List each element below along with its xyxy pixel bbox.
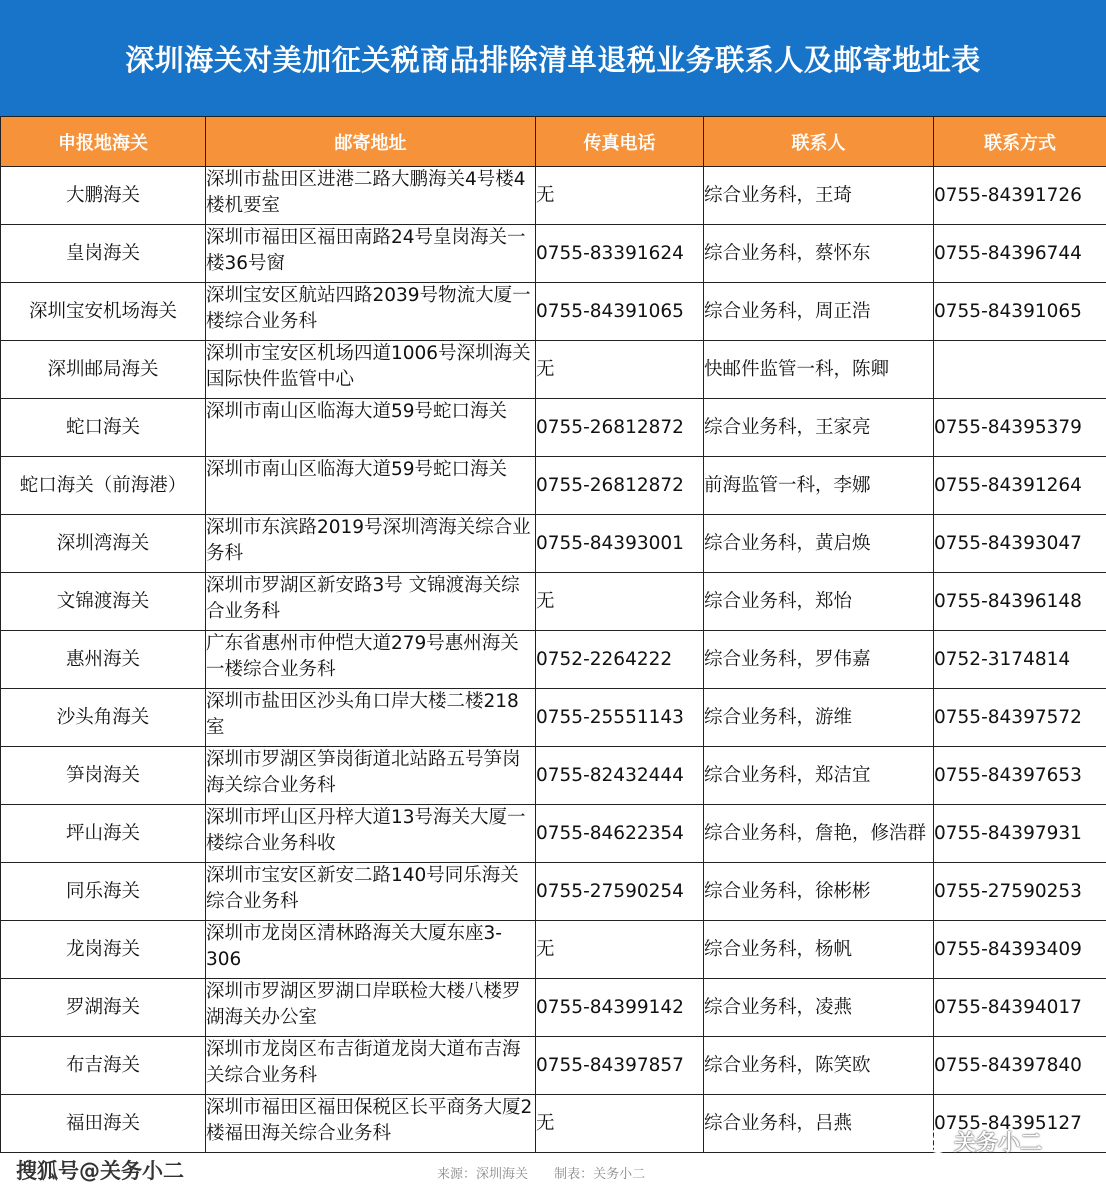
tel-cell: 0755-84391065 [934, 283, 1106, 341]
address-cell: 深圳市盐田区沙头角口岸大楼二楼218室 [206, 689, 536, 747]
office-cell: 皇岗海关 [1, 225, 206, 283]
tel-cell: 0755-84395127 [934, 1095, 1106, 1153]
header-fax: 传真电话 [536, 117, 704, 167]
tel-cell: 0755-84393409 [934, 921, 1106, 979]
table-row [1, 921, 1106, 979]
address-cell: 深圳市宝安区机场四道1006号深圳海关国际快件监管中心 [206, 341, 536, 399]
header-row [1, 117, 1106, 167]
tel-cell: 0755-84391726 [934, 167, 1106, 225]
watermark-left: 搜狐号@关务小二 [16, 1159, 184, 1183]
address-cell: 深圳市龙岗区清林路海关大厦东座3-306 [206, 921, 536, 979]
watermark-right-text: 关务小二 [954, 1131, 1043, 1156]
table-row [1, 399, 1106, 457]
office-cell: 深圳邮局海关 [1, 341, 206, 399]
office-cell: 同乐海关 [1, 863, 206, 921]
person-cell: 综合业务科，陈笑欧 [704, 1037, 934, 1095]
tel-cell: 0755-84397840 [934, 1037, 1106, 1095]
fax-cell: 0755-83391624 [536, 225, 704, 283]
fax-cell: 0755-84399142 [536, 979, 704, 1037]
office-cell: 龙岗海关 [1, 921, 206, 979]
contact-table [0, 116, 1106, 1153]
person-cell: 综合业务科，黄启焕 [704, 515, 934, 573]
tel-cell: 0755-84394017 [934, 979, 1106, 1037]
address-cell: 深圳市福田区福田南路24号皇岗海关一楼36号窗 [206, 225, 536, 283]
address-cell: 深圳市罗湖区罗湖口岸联检大楼八楼罗湖海关办公室 [206, 979, 536, 1037]
office-cell: 布吉海关 [1, 1037, 206, 1095]
person-cell: 综合业务科，凌燕 [704, 979, 934, 1037]
fax-cell: 0755-82432444 [536, 747, 704, 805]
address-cell: 深圳市罗湖区新安路3号 文锦渡海关综合业务科 [206, 573, 536, 631]
person-cell: 综合业务科，蔡怀东 [704, 225, 934, 283]
person-cell: 综合业务科，杨帆 [704, 921, 934, 979]
person-cell: 前海监管一科，李娜 [704, 457, 934, 515]
person-cell: 综合业务科，王家亮 [704, 399, 934, 457]
address-cell: 深圳市坪山区丹梓大道13号海关大厦一楼综合业务科收 [206, 805, 536, 863]
tel-cell: 0755-84396744 [934, 225, 1106, 283]
tel-cell: 0755-84395379 [934, 399, 1106, 457]
fax-cell: 0755-26812872 [536, 457, 704, 515]
table-row [1, 747, 1106, 805]
office-cell: 沙头角海关 [1, 689, 206, 747]
person-cell: 快邮件监管一科，陈卿 [704, 341, 934, 399]
table-row [1, 457, 1106, 515]
person-cell: 综合业务科，王琦 [704, 167, 934, 225]
table-row [1, 1037, 1106, 1095]
table-row [1, 167, 1106, 225]
office-cell: 大鹏海关 [1, 167, 206, 225]
office-cell: 福田海关 [1, 1095, 206, 1153]
fax-cell: 无 [536, 167, 704, 225]
tel-cell: 0752-3174814 [934, 631, 1106, 689]
title-bar [0, 0, 1106, 116]
office-cell: 文锦渡海关 [1, 573, 206, 631]
fax-cell: 无 [536, 573, 704, 631]
office-cell: 笋岗海关 [1, 747, 206, 805]
tel-cell: 0755-84396148 [934, 573, 1106, 631]
fax-cell: 0755-84397857 [536, 1037, 704, 1095]
table-row [1, 225, 1106, 283]
person-cell: 综合业务科，詹艳，修浩群 [704, 805, 934, 863]
table-row [1, 979, 1106, 1037]
office-cell: 罗湖海关 [1, 979, 206, 1037]
office-cell: 蛇口海关（前海港） [1, 457, 206, 515]
header-office: 申报地海关 [1, 117, 206, 167]
fax-cell: 0755-84393001 [536, 515, 704, 573]
person-cell: 综合业务科，周正浩 [704, 283, 934, 341]
tel-cell: 0755-84397931 [934, 805, 1106, 863]
address-cell: 深圳市南山区临海大道59号蛇口海关 [206, 457, 536, 515]
table-row [1, 283, 1106, 341]
person-cell: 综合业务科，郑洁宜 [704, 747, 934, 805]
tel-cell: 0755-84391264 [934, 457, 1106, 515]
address-cell: 深圳市南山区临海大道59号蛇口海关 [206, 399, 536, 457]
fax-cell: 无 [536, 1095, 704, 1153]
table-row [1, 631, 1106, 689]
tel-cell [934, 341, 1106, 399]
address-cell: 深圳市宝安区新安二路140号同乐海关综合业务科 [206, 863, 536, 921]
header-tel: 联系方式 [934, 117, 1106, 167]
tel-cell: 0755-84397653 [934, 747, 1106, 805]
person-cell: 综合业务科，徐彬彬 [704, 863, 934, 921]
table-row [1, 515, 1106, 573]
fax-cell: 0755-84622354 [536, 805, 704, 863]
address-cell: 广东省惠州市仲恺大道279号惠州海关一楼综合业务科 [206, 631, 536, 689]
tel-cell: 0755-84393047 [934, 515, 1106, 573]
footer [0, 1153, 1106, 1194]
maker-text: 制表：关务小二 [554, 1167, 646, 1182]
office-cell: 深圳宝安机场海关 [1, 283, 206, 341]
fax-cell: 无 [536, 921, 704, 979]
table-row [1, 573, 1106, 631]
table-body [1, 167, 1106, 1153]
person-cell: 综合业务科，游维 [704, 689, 934, 747]
fax-cell: 0755-27590254 [536, 863, 704, 921]
wechat-icon [918, 1129, 948, 1155]
person-cell: 综合业务科，罗伟嘉 [704, 631, 934, 689]
address-cell: 深圳市罗湖区笋岗街道北站路五号笋岗海关综合业务科 [206, 747, 536, 805]
tel-cell: 0755-27590253 [934, 863, 1106, 921]
address-cell: 深圳市福田区福田保税区长平商务大厦2楼福田海关综合业务科 [206, 1095, 536, 1153]
source-text: 来源：深圳海关 [437, 1167, 529, 1182]
header-person: 联系人 [704, 117, 934, 167]
source-line [437, 1163, 667, 1182]
office-cell: 坪山海关 [1, 805, 206, 863]
address-cell: 深圳市龙岗区布吉街道龙岗大道布吉海关综合业务科 [206, 1037, 536, 1095]
address-cell: 深圳市盐田区进港二路大鹏海关4号楼4楼机要室 [206, 167, 536, 225]
fax-cell: 0755-84391065 [536, 283, 704, 341]
person-cell: 综合业务科，吕燕 [704, 1095, 934, 1153]
table-row [1, 805, 1106, 863]
office-cell: 惠州海关 [1, 631, 206, 689]
fax-cell: 0755-26812872 [536, 399, 704, 457]
tel-cell: 0755-84397572 [934, 689, 1106, 747]
table-row [1, 863, 1106, 921]
table-row [1, 689, 1106, 747]
office-cell: 蛇口海关 [1, 399, 206, 457]
table-row [1, 341, 1106, 399]
address-cell: 深圳市东滨路2019号深圳湾海关综合业务科 [206, 515, 536, 573]
person-cell: 综合业务科，郑怡 [704, 573, 934, 631]
fax-cell: 0752-2264222 [536, 631, 704, 689]
page-title: 深圳海关对美加征关税商品排除清单退税业务联系人及邮寄地址表 [125, 42, 981, 77]
fax-cell: 无 [536, 341, 704, 399]
watermark-right [918, 1126, 1042, 1157]
fax-cell: 0755-25551143 [536, 689, 704, 747]
header-address: 邮寄地址 [206, 117, 536, 167]
address-cell: 深圳宝安区航站四路2039号物流大厦一楼综合业务科 [206, 283, 536, 341]
office-cell: 深圳湾海关 [1, 515, 206, 573]
